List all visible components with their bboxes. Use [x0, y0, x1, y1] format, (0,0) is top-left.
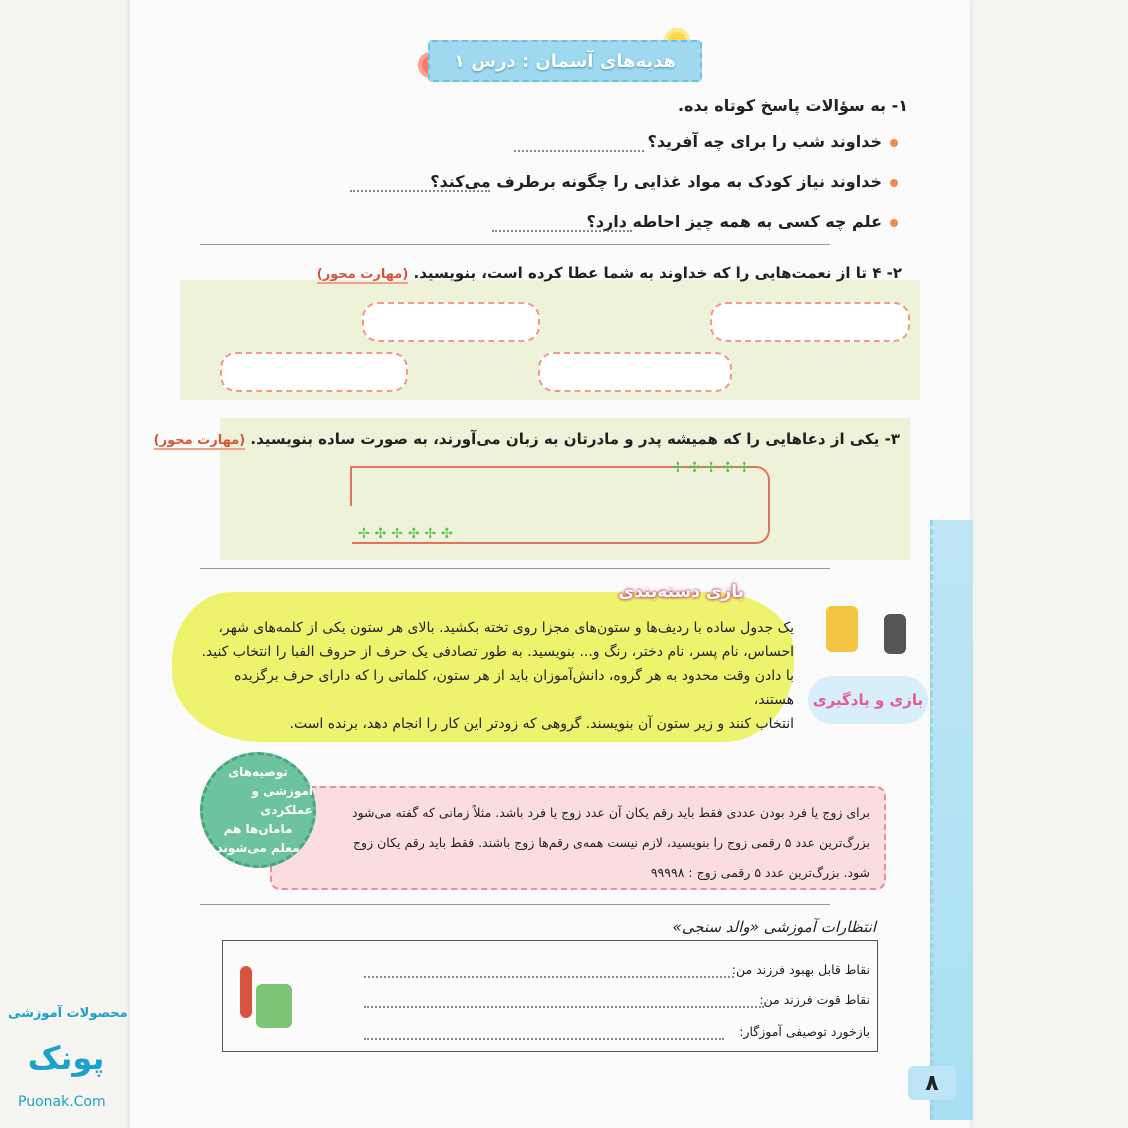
- answer-line[interactable]: [492, 230, 632, 232]
- skill-badge: (مهارت محور): [153, 433, 246, 448]
- game-title: بازی دسته‌بندی: [618, 582, 744, 602]
- answer-line[interactable]: [350, 190, 490, 192]
- evaluation-row: بازخورد توصیفی آموزگار:: [739, 1024, 870, 1039]
- brand-tagline: محصولات آموزشی: [8, 1006, 128, 1021]
- book-character-icon: [256, 984, 292, 1028]
- question-1-item: علم چه کسی به همه چیز احاطه دارد؟: [587, 212, 898, 231]
- pencil-character-icon: [884, 614, 906, 654]
- divider: [200, 244, 830, 245]
- pencil-icon: [240, 966, 252, 1018]
- skill-badge: (مهارت محور): [316, 267, 409, 282]
- answer-box[interactable]: [362, 302, 540, 342]
- bullet-icon: [890, 219, 898, 227]
- question-1-title: ۱- به سؤالات پاسخ کوتاه بده.: [677, 96, 908, 115]
- answer-box[interactable]: [220, 352, 408, 392]
- butterfly-icon: ✢ ✣ ✢ ✣ ✢ ✣: [358, 526, 453, 542]
- answer-line[interactable]: [364, 1038, 724, 1040]
- answer-box[interactable]: [710, 302, 910, 342]
- page-number: ۸: [908, 1066, 956, 1100]
- divider: [200, 568, 830, 569]
- divider: [200, 904, 830, 905]
- question-1-item: خداوند نیاز کودک به مواد غذایی را چگونه برطرف می‌کند؟: [430, 172, 898, 191]
- answer-line[interactable]: [364, 976, 734, 978]
- bullet-icon: [890, 179, 898, 187]
- answer-box[interactable]: [538, 352, 732, 392]
- tips-badge: توصیه‌های آموزشی و عملکردی مامان‌ها هم معلم می‌شوند: [200, 752, 316, 868]
- answer-line[interactable]: [514, 150, 644, 152]
- tips-text: برای زوج یا فرد بودن عددی فقط باید رقم یکان آن عدد زوج یا فرد باشد. مثلاً زمانی که گفته می‌شود بزرگ‌ترین عدد ۵ رقمی زوج را بنویسید، لازم نیست همه‌ی رقم‌ها زوج باشند. فقط باید رقم یکان زوج شود. بزرگ‌ترین عدد ۵ رقمی زوج : ۹۹۹۹۸: [352, 805, 870, 880]
- game-description: یک جدول ساده با ردیف‌ها و ستون‌های مجزا روی تخته بکشید. بالای هر ستون یکی از کلمه‌های شهر، احساس، نام پسر، نام دختر، رنگ و... بنویسید. به طور تصادفی یک حرف از حروف الفبا را انتخاب کنید. با دادن وقت محدود به هر گروه، دانش‌آموزان باید از هر ستون، کلماتی را که دارای حرف برگزیده هستند، انتخاب کنند و زیر ستون آن بنویسند. گروهی که زودتر این کار را انجام دهد، برنده است.: [201, 620, 794, 732]
- evaluation-row: نقاط قوت فرزند من:: [759, 992, 870, 1007]
- brand-logo: پونک: [27, 1039, 105, 1077]
- game-badge: بازی و یادگیری: [808, 676, 928, 724]
- evaluation-row: نقاط قابل بهبود فرزند من:: [731, 962, 870, 977]
- question-2-title: ۲- ۴ تا از نعمت‌هایی را که خداوند به شما عطا کرده است، بنویسید. (مهارت محور): [316, 264, 902, 282]
- question-3-title: ۳- یکی از دعاهایی را که همیشه پدر و مادرتان به زبان می‌آورند، به صورت ساده بنویسید. (مهارت محور): [153, 430, 900, 448]
- question-1-item: خداوند شب را برای چه آفرید؟: [648, 132, 898, 151]
- lesson-title: هدیه‌های آسمان : درس ۱: [428, 40, 702, 82]
- book-character-icon: [826, 606, 858, 652]
- butterfly-icon: ✢ ✣ ✢ ✣ ✢: [672, 460, 751, 476]
- answer-line[interactable]: [364, 1006, 764, 1008]
- brand-url: Puonak.Com: [18, 1094, 106, 1110]
- answer-area-edge: [350, 466, 352, 506]
- bullet-icon: [890, 139, 898, 147]
- evaluation-title: انتظارات آموزشی «والد سنجی»: [672, 918, 876, 936]
- decorative-side-strip: [930, 520, 973, 1120]
